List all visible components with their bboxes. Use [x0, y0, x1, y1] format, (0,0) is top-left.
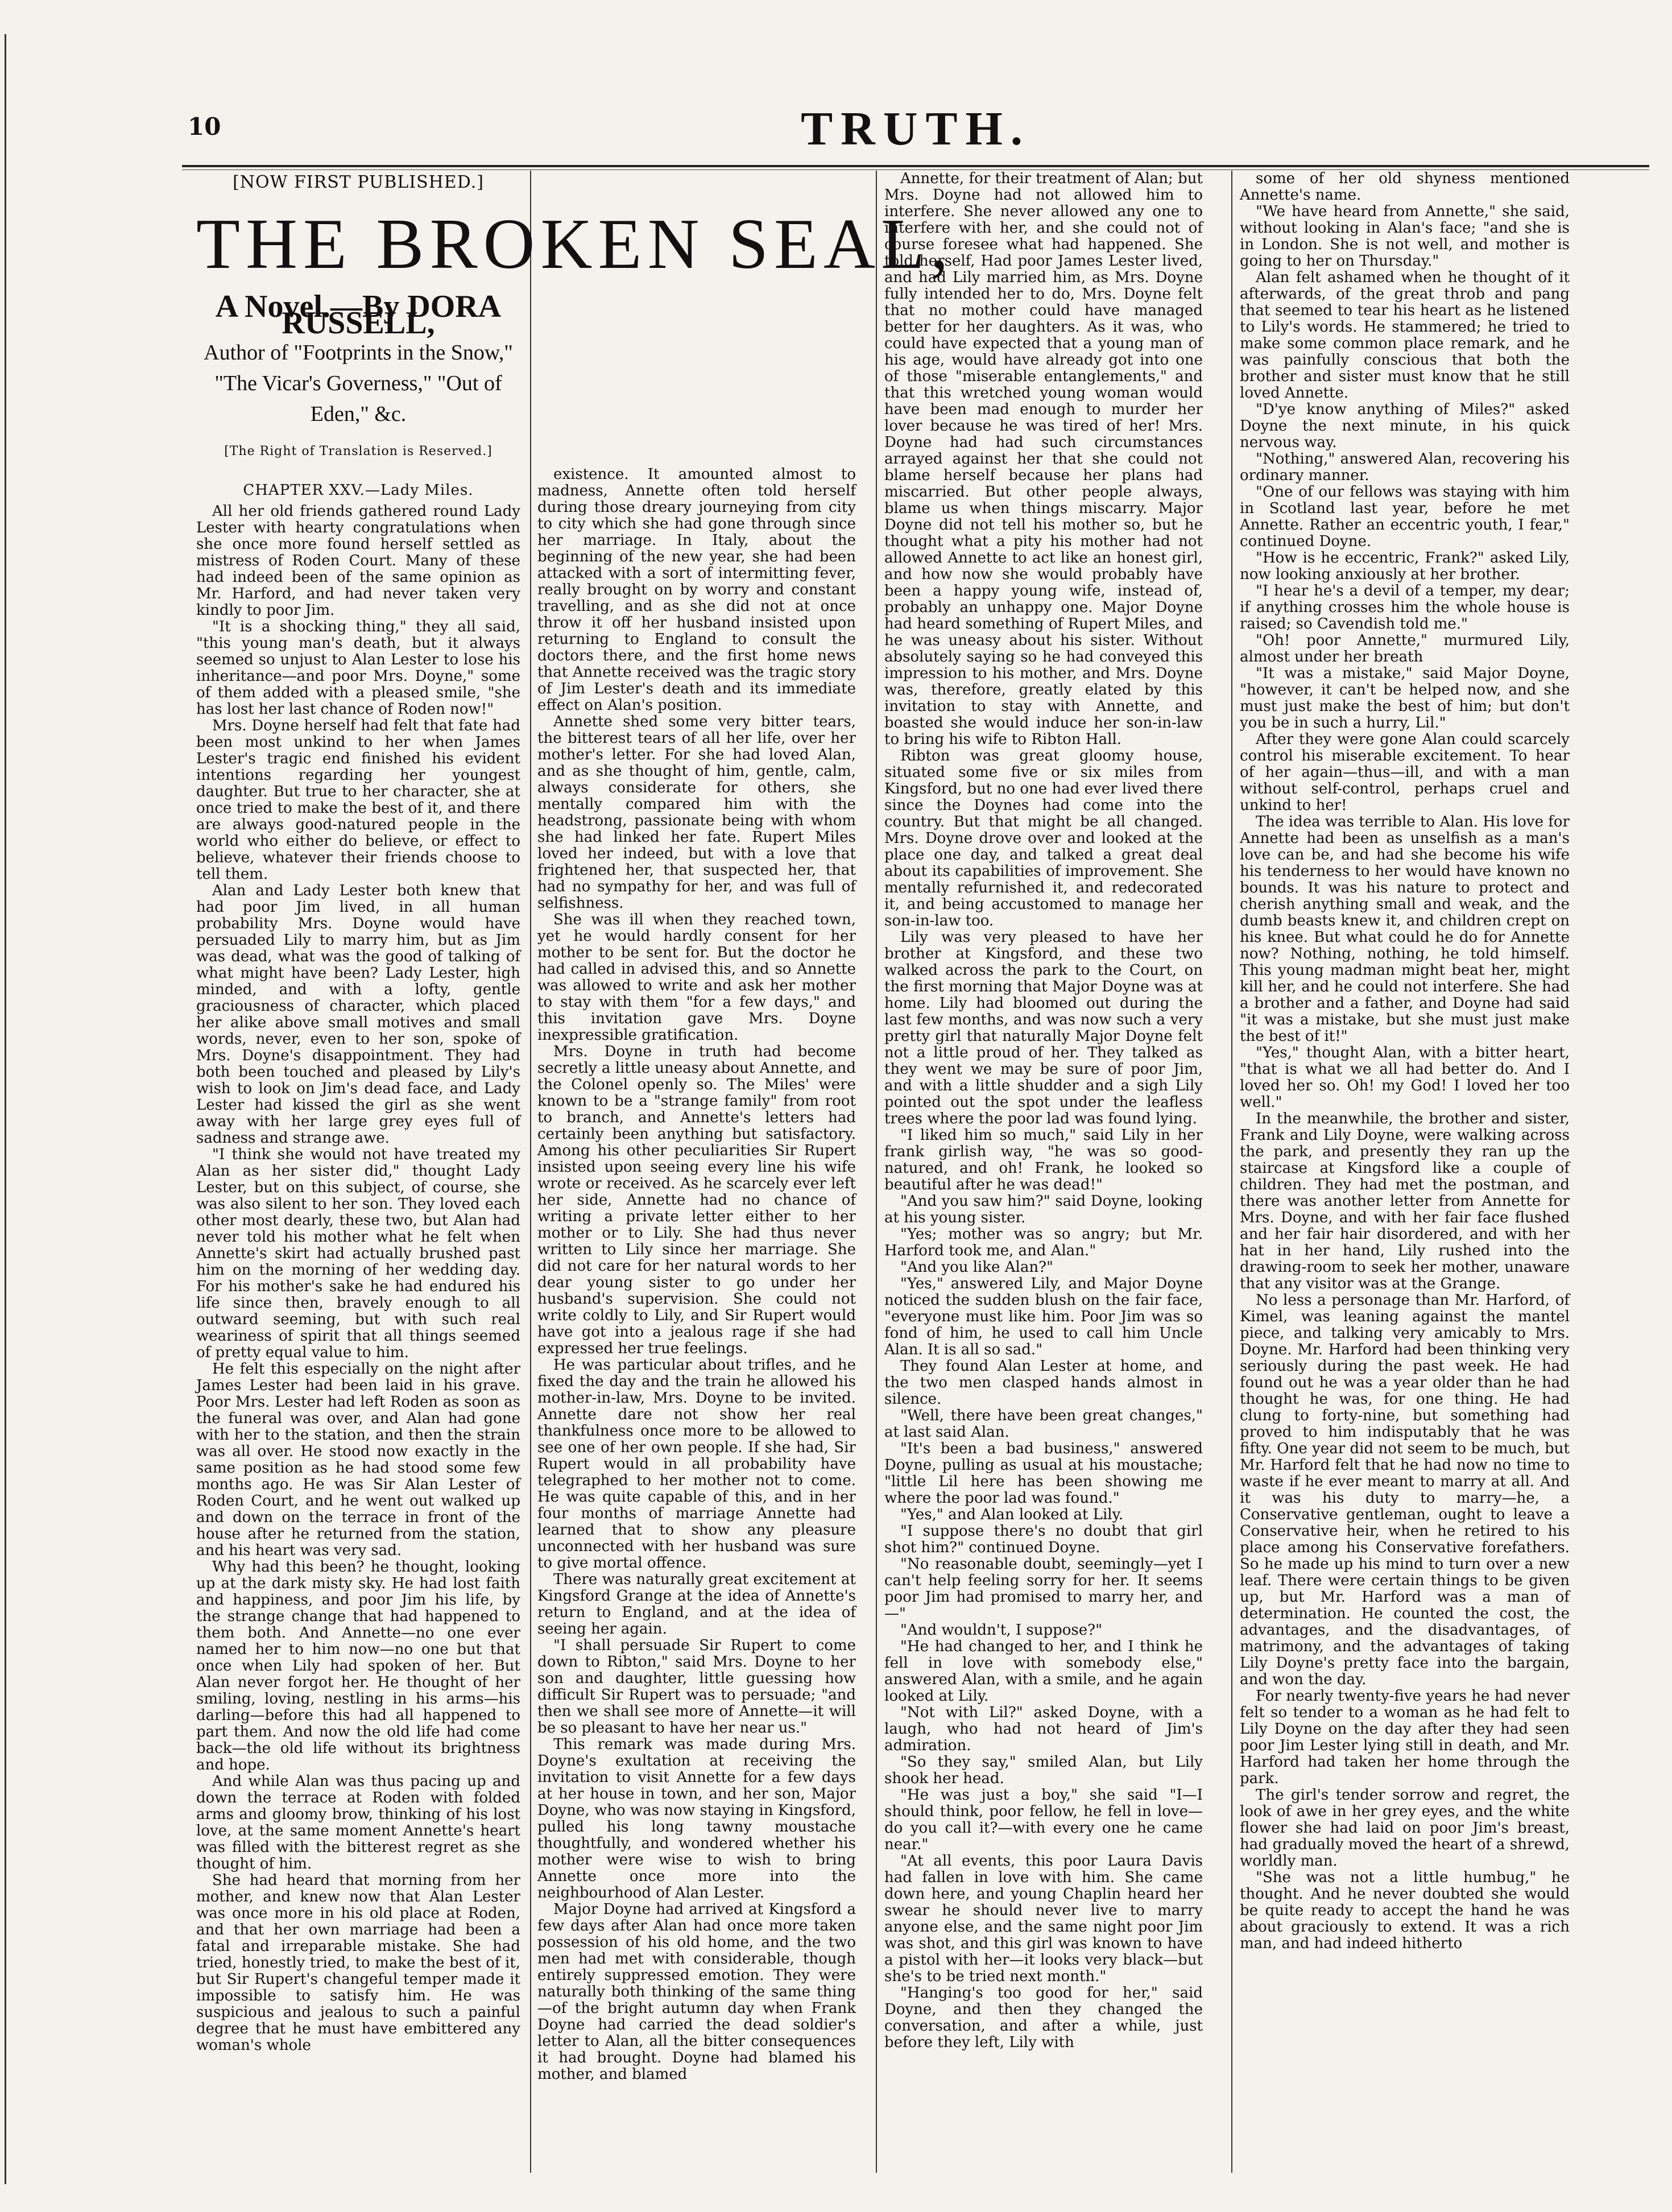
paragraph: "Not with Lil?" asked Doyne, with a laugh, who had not heard of Jim's admiration.: [884, 1704, 1203, 1754]
paragraph: He felt this especially on the night after James Lester had been laid in his grave. Poor Mrs. Lester had left Roden as soon as the funeral was over, and Alan had gone with her to the station, and then the strain was all over. He stood now exactly in the same position as he had stood some few months ago. He was Sir Alan Lester of Roden Court, and he went out walked up and down on the terrace in front of the house after he returned from the station, and his heart was very sad.: [196, 1361, 520, 1559]
paragraph: "Yes; mother was so angry; but Mr. Harford took me, and Alan.": [884, 1226, 1203, 1259]
paragraph: "He had changed to her, and I think he fell in love with somebody else," answered Alan, with a smile, and he again looked at Lily.: [884, 1638, 1203, 1705]
header-rule: [182, 165, 1649, 167]
paragraph: After they were gone Alan could scarcely control his miserable excitement. To hear of her again—thus—ill, and with a man without self-control, perhaps cruel and unkind to her!: [1240, 731, 1570, 814]
paragraph: "D'ye know anything of Miles?" asked Doyne the next minute, in his quick nervous way.: [1240, 401, 1570, 451]
novel-byline: A Novel.—By DORA RUSSELL,: [215, 289, 502, 341]
paragraph: "Oh! poor Annette," murmured Lily, almost under her breath: [1240, 632, 1570, 665]
paragraph: "At all events, this poor Laura Davis had fallen in love with him. She came down here, and young Chaplin heard her swear he should never live to marry anyone else, and the same night poor Jim was shot, and this girl was known to have a pistol with her—it looks very black—but she's to be tried next month.": [884, 1853, 1203, 1985]
page-header: [182, 101, 1649, 164]
paragraph: Alan and Lady Lester both knew that had poor Jim lived, in all human probability Mrs. Doyne would have persuaded Lily to marry him, but as Jim was dead, what was the good of talking of what might have been? Lady Lester, high minded, and with a lofty, gentle graciousness of character, which placed her alike above small motives and small words, never, even to her son, spoke of Mrs. Doyne's disappointment. They had both been touched and pleased by Lily's wish to look on Jim's dead face, and Lady Lester had kissed the girl as she went away with her large grey eyes full of sadness and strange awe.: [196, 882, 520, 1147]
paragraph: "Yes," and Alan looked at Lily.: [900, 1506, 1124, 1523]
paragraph: He was particular about trifles, and he fixed the day and the train he allowed his mother-in-law, Mrs. Doyne to be invited. Annette dare not show her real thankfulness once more to be allowed to see one of her own people. If she had, Sir Rupert would in all probability have telegraphed to her mother not to come. He was quite capable of this, and in her four months of marriage Annette had learned that to show any pleasure unconnected with her husband was sure to give mortal offence.: [537, 1357, 856, 1572]
paragraph: Lily was very pleased to have her brother at Kingsford, and these two walked across the park to the Court, on the first morning that Major Doyne was at home. Lily had bloomed out during the last few months, and was now such a very pretty girl that naturally Major Doyne felt not a little proud of her. They talked as they went we may be sure of poor Jim, and with a little shudder and a sigh Lily pointed out the spot under the leafless trees where the poor lad was found lying.: [884, 929, 1203, 1127]
column-divider: [876, 171, 877, 2173]
paragraph: "I hear he's a devil of a temper, my dear; if anything crosses him the whole house is raised; so Cavendish told me.": [1240, 582, 1570, 632]
masthead: TRUTH.: [801, 102, 1030, 155]
paragraph: "And you like Alan?": [900, 1259, 1054, 1276]
story-title: THE BROKEN SEAL,: [196, 205, 954, 284]
publication-banner: [NOW FIRST PUBLISHED.]: [233, 172, 484, 192]
paragraph: "It's been a bad business," answered Doyne, pulling as usual at his moustache; "little Lil here has been showing me where the poor lad was found.": [884, 1440, 1203, 1507]
paragraph: some of her old shyness mentioned Annette's name.: [1240, 170, 1570, 204]
paragraph: "Hanging's too good for her," said Doyne, and then they changed the conversation, and after a while, just before they left, Lily with: [884, 1984, 1203, 2051]
paragraph: "It is a shocking thing," they all said, "this young man's death, but it always seemed so unjust to Alan Lester to lose his inheritance—and poor Mrs. Doyne," some of them added with a pleased smile, "she has lost her last chance of Roden now!": [196, 618, 520, 718]
page-number: 10: [188, 113, 221, 140]
column-divider: [530, 171, 531, 2173]
paragraph: existence. It amounted almost to madness, Annette often told herself during those dreary journeying from city to city which she had gone through since her marriage. In Italy, about the beginning of the new year, she had been attacked with a sort of intermitting fever, really brought on by worry and constant travelling, and as she did not at once throw it off her husband insisted upon returning to England to consult the doctors there, and the first home news that Annette received was the tragic story of Jim Lester's death and its immediate effect on Alan's position.: [537, 466, 856, 714]
paragraph: Ribton was great gloomy house, situated some five or six miles from Kingsford, but no one had ever lived there since the Doynes had come into the country. But that might be all changed. Mrs. Doyne drove over and looked at the place one day, and talked a great deal about its capabilities of improvement. She mentally refurnished it, and redecorated it, and being accustomed to manage her son-in-law too.: [884, 747, 1203, 929]
paragraph: "And wouldn't, I suppose?": [900, 1622, 1103, 1639]
paragraph: "How is he eccentric, Frank?" asked Lily, now looking anxiously at her brother.: [1240, 549, 1570, 583]
paragraph: "And you saw him?" said Doyne, looking at his young sister.: [884, 1193, 1203, 1226]
column-text: [537, 466, 856, 2083]
paragraph: In the meanwhile, the brother and sister, Frank and Lily Doyne, were walking across the park, and presently they ran up the staircase at Kingsford like a couple of children. They had met the postman, and there was another letter from Annette for Mrs. Doyne, and with her fair face flushed and her fair hair disordered, and with her hat in her hand, Lily rushed into the drawing-room to seek her mother, unaware that any visitor was at the Grange.: [1240, 1110, 1570, 1292]
paragraph: For nearly twenty-five years he had never felt so tender to a woman as he had felt to Lily Doyne on the day after they had seen poor Jim Lester lying still in death, and Mr. Harford had taken her home through the park.: [1240, 1688, 1570, 1787]
paragraph: "He was just a boy," she said "I—I should think, poor fellow, he fell in love—do you call it?—with every one he came near.": [884, 1787, 1203, 1853]
paragraph: "So they say," smiled Alan, but Lily shook her head.: [884, 1754, 1203, 1787]
paragraph: "Well, there have been great changes," at last said Alan.: [884, 1407, 1203, 1441]
paragraph: "Yes," answered Lily, and Major Doyne noticed the sudden blush on the fair face, "everyone must like him. Poor Jim was so fond of him, he used to call him Uncle Alan. It is all so sad.": [884, 1275, 1203, 1358]
paragraph: This remark was made during Mrs. Doyne's exultation at receiving the invitation to visit Annette for a few days at her house in town, and her son, Major Doyne, who was now staying in Kingsford, pulled his long tawny moustache thoughtfully, and wondered whether his mother were wise to wish to bring Annette once more into the neighbourhood of Alan Lester.: [537, 1736, 856, 1901]
page-margin-line: [5, 34, 12, 2184]
paragraph: All her old friends gathered round Lady Lester with hearty congratulations when she once more found herself settled as mistress of Roden Court. Many of these had indeed been of the same opinion as Mr. Harford, and had never taken very kindly to poor Jim.: [196, 503, 520, 619]
paragraph: "It was a mistake," said Major Doyne, "however, it can't be helped now, and she must just make the best of him; but don't you be in such a hurry, Lil.": [1240, 665, 1570, 731]
paragraph: "I liked him so much," said Lily in her frank girlish way, "he was so good-natured, and oh! Frank, he looked so beautiful after he was dead!": [884, 1127, 1203, 1193]
column-3: [884, 171, 1203, 2173]
paragraph: "I think she would not have treated my Alan as her sister did," thought Lady Lester, but on this subject, of course, she was also silent to her son. They loved each other most dearly, these two, but Alan had never told his mother what he felt when Annette's skirt had actually brushed past him on the morning of her wedding day. For his mother's sake he had endured his life since then, bravely enough to all outward seeming, but with such real weariness of spirit that all things seemed of pretty equal value to him.: [196, 1146, 520, 1361]
column-2: [537, 466, 856, 2173]
paragraph: "I suppose there's no doubt that girl shot him?" continued Doyne.: [884, 1523, 1203, 1556]
paragraph: Mrs. Doyne in truth had become secretly a little uneasy about Annette, and the Colonel openly so. The Miles' were known to be a "strange family" from root to branch, and Annette's letters had certainly been anything but satisfactory. Among his other peculiarities Sir Rupert insisted upon seeing every line his wife wrote or received. As he scarcely ever left her side, Annette had no chance of writing a private letter either to her mother or to Lily. She had thus never written to Lily since her marriage. She did not care for her natural words to her dear young sister to go under her husband's supervision. She could not write coldly to Lily, and Sir Rupert would have got into a jealous rage if she had expressed her true feelings.: [537, 1043, 856, 1357]
paragraph: "Nothing," answered Alan, recovering his ordinary manner.: [1240, 450, 1570, 484]
paragraph: Alan felt ashamed when he thought of it afterwards, of the great throb and pang that seemed to tear his heart as he listened to Lily's words. He stammered; he tried to make some common place remark, and he was painfully conscious that both the brother and sister must know that he still loved Annette.: [1240, 269, 1570, 402]
column-text: [1240, 171, 1570, 1952]
paragraph: "One of our fellows was staying with him in Scotland last year, before he met Annette. Rather an eccentric youth, I fear," continued Doyne.: [1240, 483, 1570, 550]
paragraph: The idea was terrible to Alan. His love for Annette had been as unselfish as a man's love can be, and had she become his wife his tenderness to her would have known no bounds. It was his nature to protect and cherish anything small and weak, and the dumb beasts knew it, and children crept on his knee. But what could he do for Annette now? Nothing, nothing, he told himself. This young madman might beat her, might kill her, and he could not interfere. She had a brother and a father, and Doyne had said "it was a mistake, but she must just make the best of it!": [1240, 813, 1570, 1045]
column-text: [884, 171, 1203, 2051]
paragraph: "I shall persuade Sir Rupert to come down to Ribton," said Mrs. Doyne to her son and daughter, little guessing how difficult Sir Rupert was to persuade; "and then we shall see more of Annette—it will be so pleasant to have her near us.": [537, 1637, 856, 1736]
chapter-heading: CHAPTER XXV.—Lady Miles.: [243, 482, 474, 499]
paragraph: They found Alan Lester at home, and the two men clasped hands almost in silence.: [884, 1358, 1203, 1408]
rights-notice: [The Right of Translation is Reserved.]: [224, 444, 493, 458]
paragraph: Annette, for their treatment of Alan; but Mrs. Doyne had not allowed him to interfere. She never allowed any one to interfere with her, and she could not of course foresee what had happened. She told herself, Had poor James Lester lived, and had Lily married him, as Mrs. Doyne fully intended her to do, Mrs. Doyne felt that no mother could have managed better for her daughters. As it was, who could have expected that a young man of his age, would have already got into one of those "miserable entanglements," and that this wretched young woman would have been mad enough to murder her lover because he was tired of her! Mrs. Doyne had had such circumstances arrayed against her that she could not blame herself because her plans had miscarried. But other people always, blame us when things miscarry. Major Doyne did not tell his mother so, but he thought what a pity his mother had not allowed Annette to act like an honest girl, and how now she would probably have been a happy young wife, instead of, probably an unhappy one. Major Doyne had heard something of Rupert Miles, and he was uneasy about his sister. Without absolutely saying so he had conveyed this impression to his mother, and Mrs. Doyne was, therefore, greatly elated by this invitation to stay with Annette, and boasted she would induce her son-in-law to bring his wife to Ribton Hall.: [884, 170, 1203, 748]
paragraph: "She was not a little humbug," he thought. And he never doubted she would be quite ready to accept the hand he was about graciously to extend. It was a rich man, and had indeed hitherto: [1240, 1869, 1570, 1952]
column-divider: [1231, 171, 1232, 2173]
paragraph: The girl's tender sorrow and regret, the look of awe in her grey eyes, and the white flower she had laid on poor Jim's breast, had gradually moved the heart of a shrewd, worldly man.: [1240, 1787, 1570, 1870]
paragraph: No less a personage than Mr. Harford, of Kimel, was leaning against the mantel piece, and talking very amicably to Mrs. Doyne. Mr. Harford had been thinking very seriously during the past week. He had found out he was a year older than he had thought he was, for one thing. He had clung to forty-nine, but something had proved to him indisputably that he was fifty. One year did not seem to be much, but Mr. Harford felt that he had now no time to waste if he ever meant to marry at all. And it was his duty to marry—he, a Conservative gentleman, ought to leave a Conservative heir, when he retired to his place among his Conservative forefathers. So he made up his mind to turn over a new leaf. There were certain things to be given up, but Mr. Harford was a man of determination. He counted the cost, the advantages, and the disadvantages, of matrimony, and the advantages of taking Lily Doyne's pretty face into the bargain, and won the day.: [1240, 1292, 1570, 1688]
paragraph: Major Doyne had arrived at Kingsford a few days after Alan had once more taken possession of his old home, and the two men had met with considerable, though entirely suppressed emotion. They were naturally both thinking of the same thing—of the bright autumn day when Frank Doyne had carried the dead soldier's letter to Alan, all the bitter consequences it had brought. Doyne had blamed his mother, and blamed: [537, 1901, 856, 2083]
paragraph: Annette shed some very bitter tears, the bitterest tears of all her life, over her mother's letter. For she had loved Alan, and as she thought of him, gentle, calm, always considerate for others, she mentally compared him with the headstrong, passionate being with whom she had linked her fate. Rupert Miles loved her indeed, but with a love that frightened her, that suspected her, that had no sympathy for her, and was full of selfishness.: [537, 713, 856, 912]
paragraph: Mrs. Doyne herself had felt that fate had been most unkind to her when James Lester's tragic end finished his evident intentions regarding her youngest daughter. But true to her character, she at once tried to make the best of it, and there are always good-natured people in the world who either do believe, or effect to believe, whatever their friends choose to tell them.: [196, 717, 520, 883]
paragraph: And while Alan was thus pacing up and down the terrace at Roden with folded arms and gloomy brow, thinking of his lost love, at the same moment Annette's heart was filled with the bitterest regret as she thought of him.: [196, 1773, 520, 1872]
paragraph: She was ill when they reached town, yet he would hardly consent for her mother to be sent for. But the doctor he had called in advised this, and so Annette was allowed to write and ask her mother to stay with them "for a few days," and this invitation gave Mrs. Doyne inexpressible gratification.: [537, 911, 856, 1044]
paragraph: She had heard that morning from her mother, and knew now that Alan Lester was once more in his old place at Roden, and that her own marriage had been a fatal and irreparable mistake. She had tried, honestly tried, to make the best of it, but Sir Rupert's changeful temper made it impossible to satisfy him. He was suspicious and jealous to such a painful degree that he must have embittered any woman's whole: [196, 1872, 520, 2054]
author-credits: Author of "Footprints in the Snow," "The Vicar's Governess," "Out of Eden," &c.: [204, 341, 513, 426]
paragraph: "We have heard from Annette," she said, without looking in Alan's face; "and she is in London. She is not well, and mother is going to her on Thursday.": [1240, 203, 1570, 270]
paragraph: "Yes," thought Alan, with a bitter heart, "that is what we all had better do. And I loved her so. Oh! my God! I loved her too well.": [1240, 1044, 1570, 1111]
paragraph: Why had this been? he thought, looking up at the dark misty sky. He had lost faith and happiness, and poor Jim his life, by the strange change that had happened to them both. And Annette—no one ever named her to him now—no one but that once when Lily had spoken of her. But Alan never forgot her. He thought of her smiling, loving, nestling in his arms—his darling—before this had all happened to part them. And now the old life had come back—the old life without its brightness and hope.: [196, 1558, 520, 1773]
column-text: [196, 503, 520, 2054]
paragraph: "No reasonable doubt, seemingly—yet I can't help feeling sorry for her. It seems poor Jim had promised to marry her, and—": [884, 1556, 1203, 1622]
paragraph: There was naturally great excitement at Kingsford Grange at the idea of Annette's return to England, and at the idea of seeing her again.: [537, 1571, 856, 1638]
column-4: [1240, 171, 1570, 2173]
